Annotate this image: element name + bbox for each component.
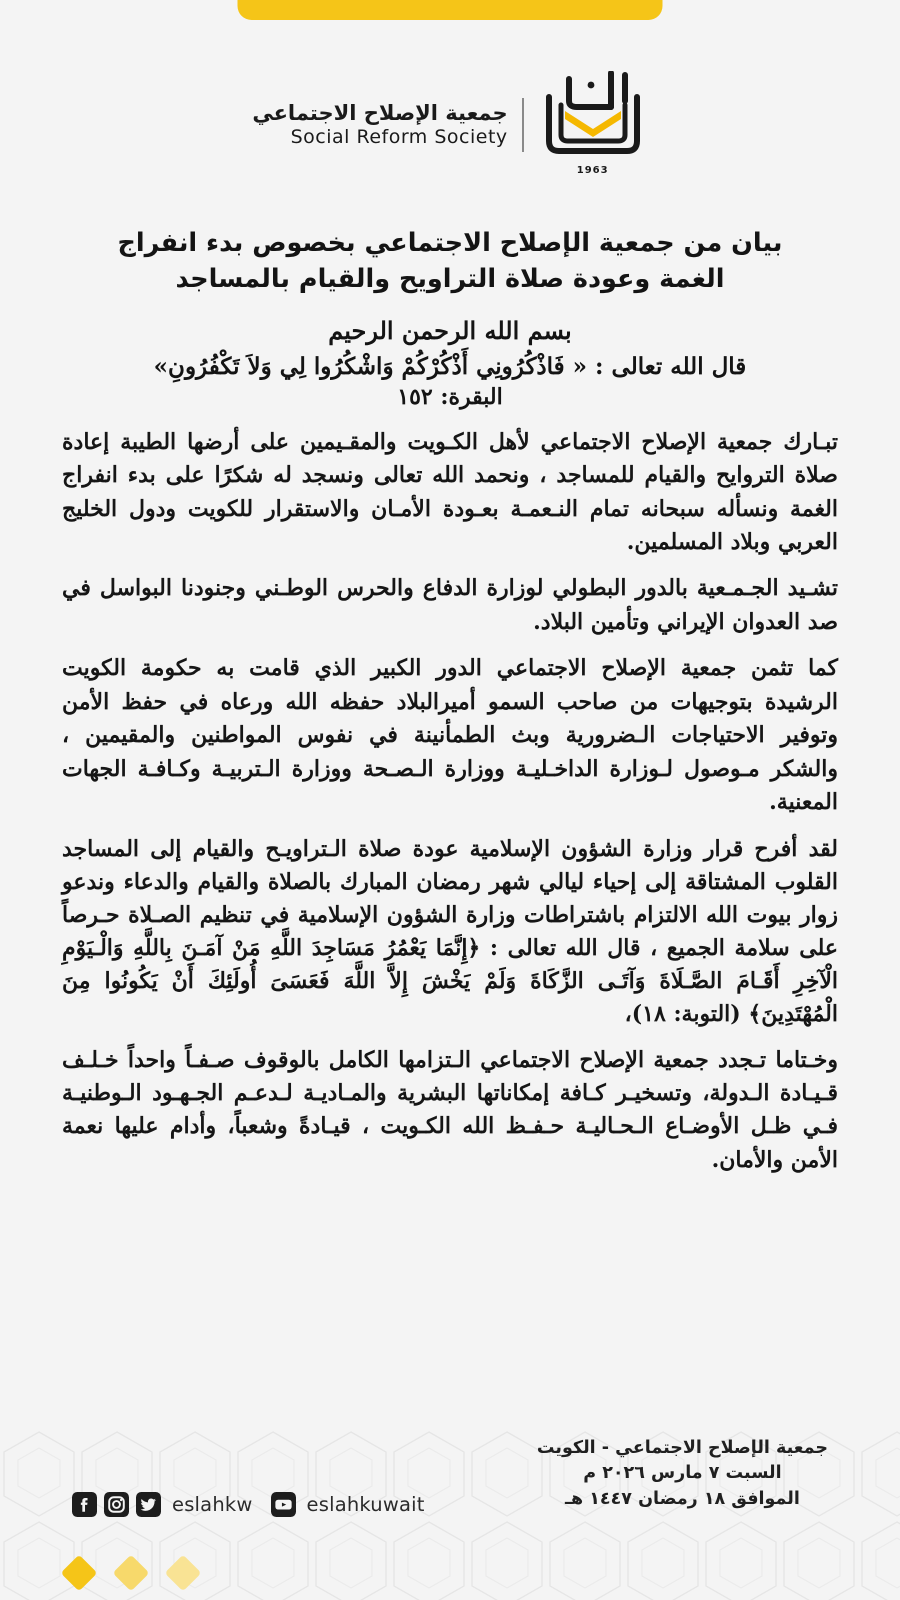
social-handle-eslahkuwait[interactable]: eslahkuwait: [306, 1493, 425, 1516]
footer-org-block: [537, 1436, 828, 1512]
social-group-eslahkuwait: [271, 1492, 425, 1517]
page-footer: [0, 1430, 900, 1600]
basmala-line: بسم الله الرحمن الرحيم: [328, 316, 572, 346]
logo-text-block: [252, 100, 507, 150]
logo-english-name: Social Reform Society: [290, 126, 508, 149]
logo-emblem: [538, 71, 648, 179]
eslah-emblem-icon: [539, 71, 647, 163]
diamond-2: [113, 1555, 150, 1592]
opening-verse: قال الله تعالى : « فَاذْكُرُونِي أَذْكُرْكُمْ وَاشْكُرُوا لِي وَلاَ تَكْفُرُونِ»: [153, 352, 747, 380]
logo-founded-year: 1963: [576, 165, 609, 176]
statement-paragraph-4: لقد أفرح قرار وزارة الشؤون الإسلامية عودة صلاة الـتراويـح والقيام إلى المساجد القلوب المشتاقة إلى إحياء ليالي شهر رمضان المبارك بالصلاة والقيام والدعاء وندعو زوار بيوت الله الالتزام باشتراطات وزارة الشؤون الإسلامية في تنظيم الصـلاة حـرصاً على سلامة الجميع ، قال الله تعالى : ﴿إِنَّمَا يَعْمُرُ مَسَاجِدَ اللَّهِ مَنْ آمَـنَ بِاللَّهِ وَالْـيَوْمِ الْآخِرِ أَقَـامَ الصَّـلَاةَ وَآتَـى الزَّكَاةَ وَلَمْ يَخْشَ إِلاَّ اللَّهَ فَعَسَىَ أُولَئِكَ أَنْ يَكُونُوا مِنَ الْمُهْتَدِينَ﴾ (التوبة: ١٨)،: [62, 835, 838, 1027]
footer-date-hijri: الموافق ١٨ رمضان ١٤٤٧ هـ: [565, 1488, 800, 1509]
instagram-icon[interactable]: [104, 1492, 129, 1517]
opening-verse-reference: البقرة: ١٥٢: [397, 384, 503, 411]
decorative-diamonds: [66, 1560, 196, 1586]
statement-paragraph-3: كما تثمن جمعية الإصلاح الاجتماعي الدور الكبير الذي قامت به حكومة الكويت الرشيدة بتوجيهات من صاحب السمو أميرالبلاد حفظه الله ورعاه في حفظ الأمن وتوفير الاحتياجات الـضرورية وبث الطمأنينة في نفوس المواطنين والمقيمين ، والشكر مـوصول لـوزارة الداخـليـة ووزارة الـصـحة ووزارة الـتربيـة وكـافـة الجهات المعنية.: [62, 655, 838, 816]
statement-title: بيان من جمعية الإصلاح الاجتماعي بخصوص بدء انفراج الغمة وعودة صلاة التراويح والقيام بالمساجد: [117, 228, 783, 295]
brand-header: [0, 60, 900, 190]
youtube-icon[interactable]: [271, 1492, 296, 1517]
logo-arabic-name: جمعية الإصلاح الاجتماعي: [252, 101, 508, 125]
logo-lockup: [252, 71, 647, 179]
top-accent-bar: [0, 0, 900, 22]
footer-date-gregorian: السبت ٧ مارس ٢٠٢٦ م: [583, 1463, 782, 1484]
logo-divider: [522, 98, 524, 152]
top-yellow-tab: [238, 0, 663, 20]
facebook-icon[interactable]: [72, 1492, 97, 1517]
social-handle-eslahkw[interactable]: eslahkw: [172, 1493, 253, 1516]
social-group-eslahkw: [72, 1492, 253, 1517]
statement-paragraph-1: تبـارك جمعية الإصلاح الاجتماعي لأهل الكـويت والمقـيمين على أرضها الطيبة إعادة صلاة التروايح والقيام للمساجد ، ونحمد الله تعالى ونسجد له شكرًا على بدء انفراج الغمة ونسأله سبحانه تمام النـعمـة بعـودة الأمـان والاستقرار للكويت ودول الخليج العربي وبلاد المسلمين.: [62, 428, 838, 556]
statement-paragraph-2: تشـيد الجـمـعية بالدور البطولي لوزارة الدفاع والحرس الوطـني وجنودنا البواسل في صد العدوان الإيراني وتأمين البلاد.: [62, 575, 838, 635]
diamond-3: [165, 1555, 202, 1592]
footer-organization: جمعية الإصلاح الاجتماعي - الكويت: [536, 1438, 828, 1458]
statement-paragraph-5: وخـتاما تـجدد جمعية الإصلاح الاجتماعي الـتزامها الكامل بالوقوف صـفـاً واحداً خـلـف قـيـادة الـدولة، وتسخيـر كـافة إمكاناتها البشرية والمـاديـة لـدعـم الجـهـود الـوطنيـة فـي ظـل الأوضـاع الـحـاليـة حـفـظ الله الكـويت ، قيـادةً وشعباً، وأدام عليها نعمة الأمن والأمان.: [62, 1046, 838, 1173]
social-links: [72, 1492, 425, 1517]
twitter-icon[interactable]: [136, 1492, 161, 1517]
statement-body: [62, 225, 838, 1190]
diamond-1: [61, 1555, 98, 1592]
